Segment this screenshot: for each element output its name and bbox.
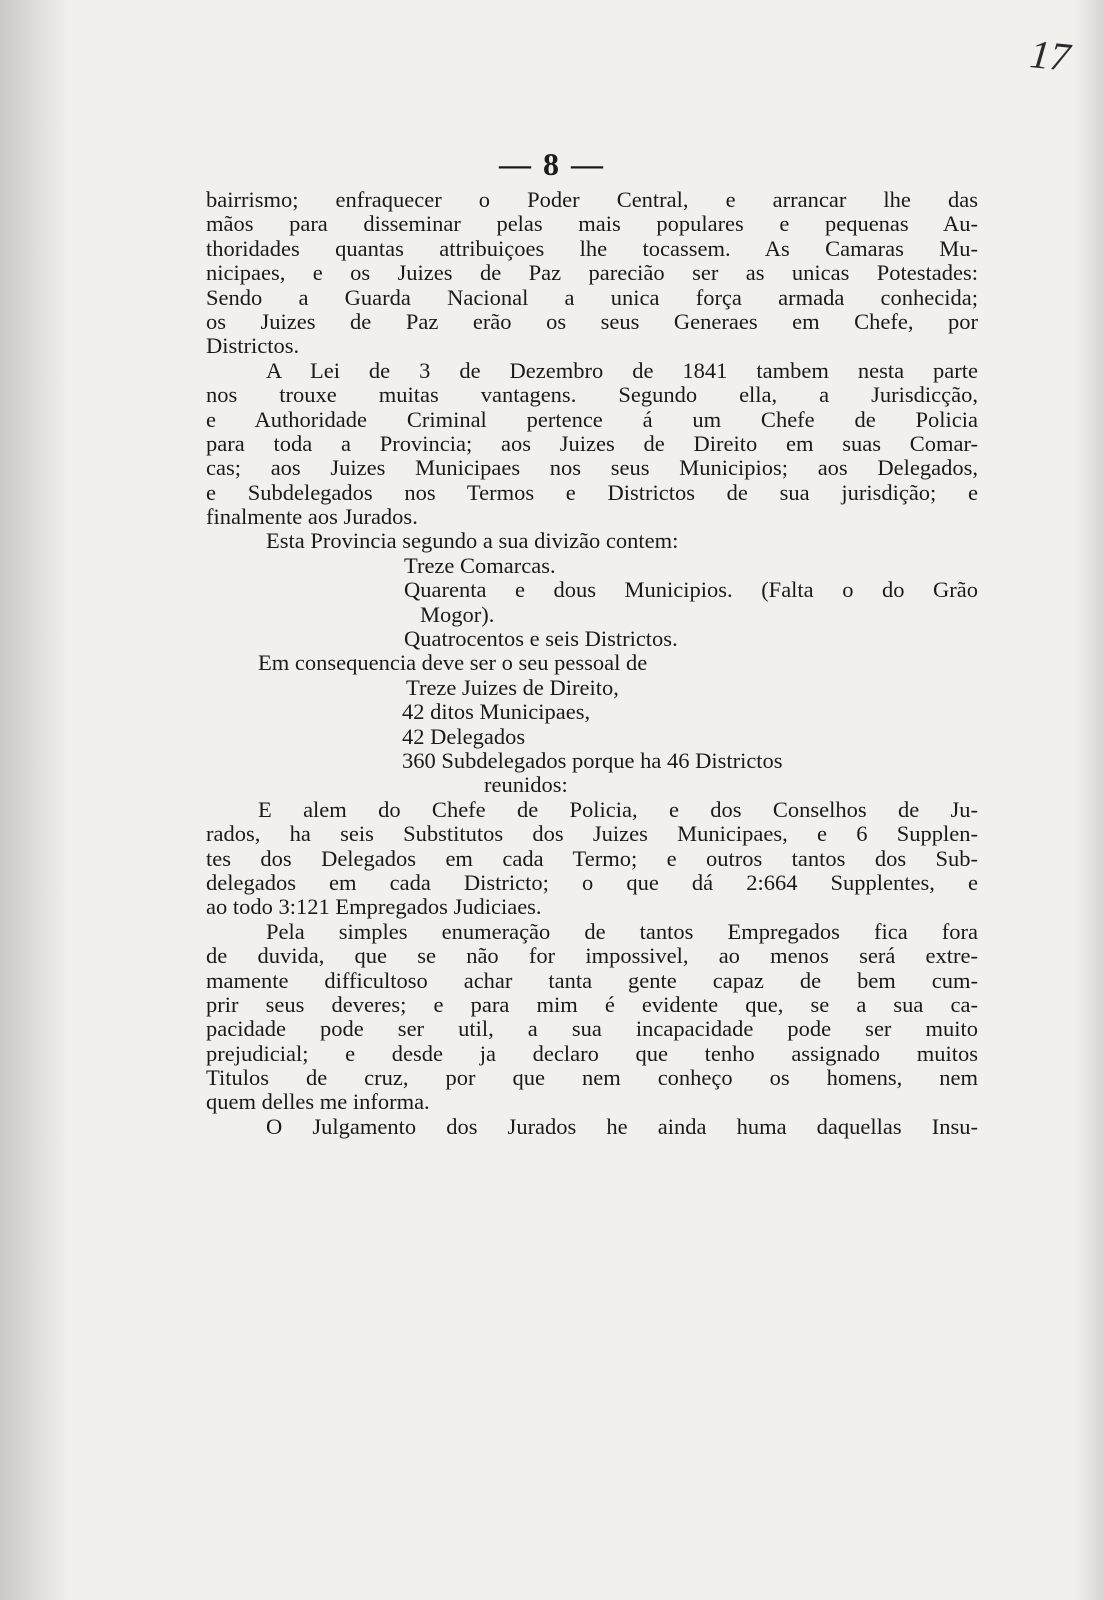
text-line: 42 ditos Municipaes,: [402, 700, 591, 725]
text-line: nicipaes, e os Juizes de Paz parecião ser as unicas Potestades:: [206, 261, 978, 286]
text-line: cas; aos Juizes Municipaes nos seus Municipios; aos Delegados,: [206, 456, 978, 481]
text-line: Em consequencia deve ser o seu pessoal de: [258, 651, 648, 676]
text-line: para toda a Provincia; aos Juizes de Direito em suas Comar-: [206, 431, 978, 456]
text-line: e Authoridade Criminal pertence á um Chefe de Policia: [206, 407, 978, 432]
text-line: 360 Subdelegados porque ha 46 Districtos: [402, 748, 783, 773]
text-line: Treze Juizes de Direito,: [406, 675, 619, 700]
text-line: prir seus deveres; e para mim é evidente que, se a sua ca-: [206, 992, 978, 1017]
text-line: quem delles me informa.: [206, 1090, 430, 1115]
text-line: tes dos Delegados em cada Termo; e outros tantos dos Sub-: [206, 846, 978, 871]
binding-shadow: [0, 0, 70, 1600]
text-line: Quarenta e dous Municipios. (Falta o do Grão: [404, 578, 978, 603]
text-line: mamente difficultoso achar tanta gente capaz de bem cum-: [206, 968, 978, 993]
text-line: Esta Provincia segundo a sua divizão contem:: [266, 529, 679, 554]
text-line: e Subdelegados nos Termos e Districtos de sua jurisdição; e: [206, 480, 978, 505]
page-edge-shadow: [1074, 0, 1104, 1600]
text-line: Sendo a Guarda Nacional a unica força armada conhecida;: [206, 285, 978, 310]
folio-number: 17: [1027, 31, 1073, 80]
text-line: finalmente aos Jurados.: [206, 505, 418, 530]
text-line: Mogor).: [420, 602, 495, 627]
text-line: reunidos:: [484, 773, 568, 798]
text-line: Titulos de cruz, por que nem conheço os homens, nem: [206, 1066, 978, 1091]
text-line: de duvida, que se não for impossivel, ao menos será extre-: [206, 944, 978, 969]
text-line: O Julgamento dos Jurados he ainda huma daquellas Insu-: [266, 1114, 978, 1139]
text-line: nos trouxe muitas vantagens. Segundo ella, a Jurisdicção,: [206, 383, 978, 408]
text-line: Quatrocentos e seis Districtos.: [404, 627, 678, 652]
text-line: rados, ha seis Substitutos dos Juizes Municipaes, e 6 Supplen-: [206, 822, 978, 847]
text-line: mãos para disseminar pelas mais populares e pequenas Au-: [206, 212, 978, 237]
text-line: pacidade pode ser util, a sua incapacidade pode ser muito: [206, 1017, 978, 1042]
text-line: os Juizes de Paz erão os seus Generaes em Chefe, por: [206, 309, 978, 334]
text-line: A Lei de 3 de Dezembro de 1841 tambem nesta parte: [266, 358, 978, 383]
page-number: — 8 —: [499, 146, 605, 182]
text-line: Treze Comarcas.: [404, 553, 556, 578]
text-line: Pela simples enumeração de tantos Empregados fica fora: [266, 919, 978, 944]
text-line: 42 Delegados: [402, 724, 526, 749]
text-line: bairrismo; enfraquecer o Poder Central, e arrancar lhe das: [206, 188, 978, 212]
text-line: delegados em cada Districto; o que dá 2:664 Supplentes, e: [206, 870, 978, 895]
text-line: ao todo 3:121 Empregados Judiciaes.: [206, 895, 542, 920]
text-line: Districtos.: [206, 334, 300, 359]
body-text: [206, 188, 978, 1139]
text-line: E alem do Chefe de Policia, e dos Conselhos de Ju-: [258, 797, 978, 822]
text-line: thoridades quantas attribuiçoes lhe tocassem. As Camaras Mu-: [206, 236, 978, 261]
text-line: prejudicial; e desde ja declaro que tenho assignado muitos: [206, 1041, 978, 1066]
